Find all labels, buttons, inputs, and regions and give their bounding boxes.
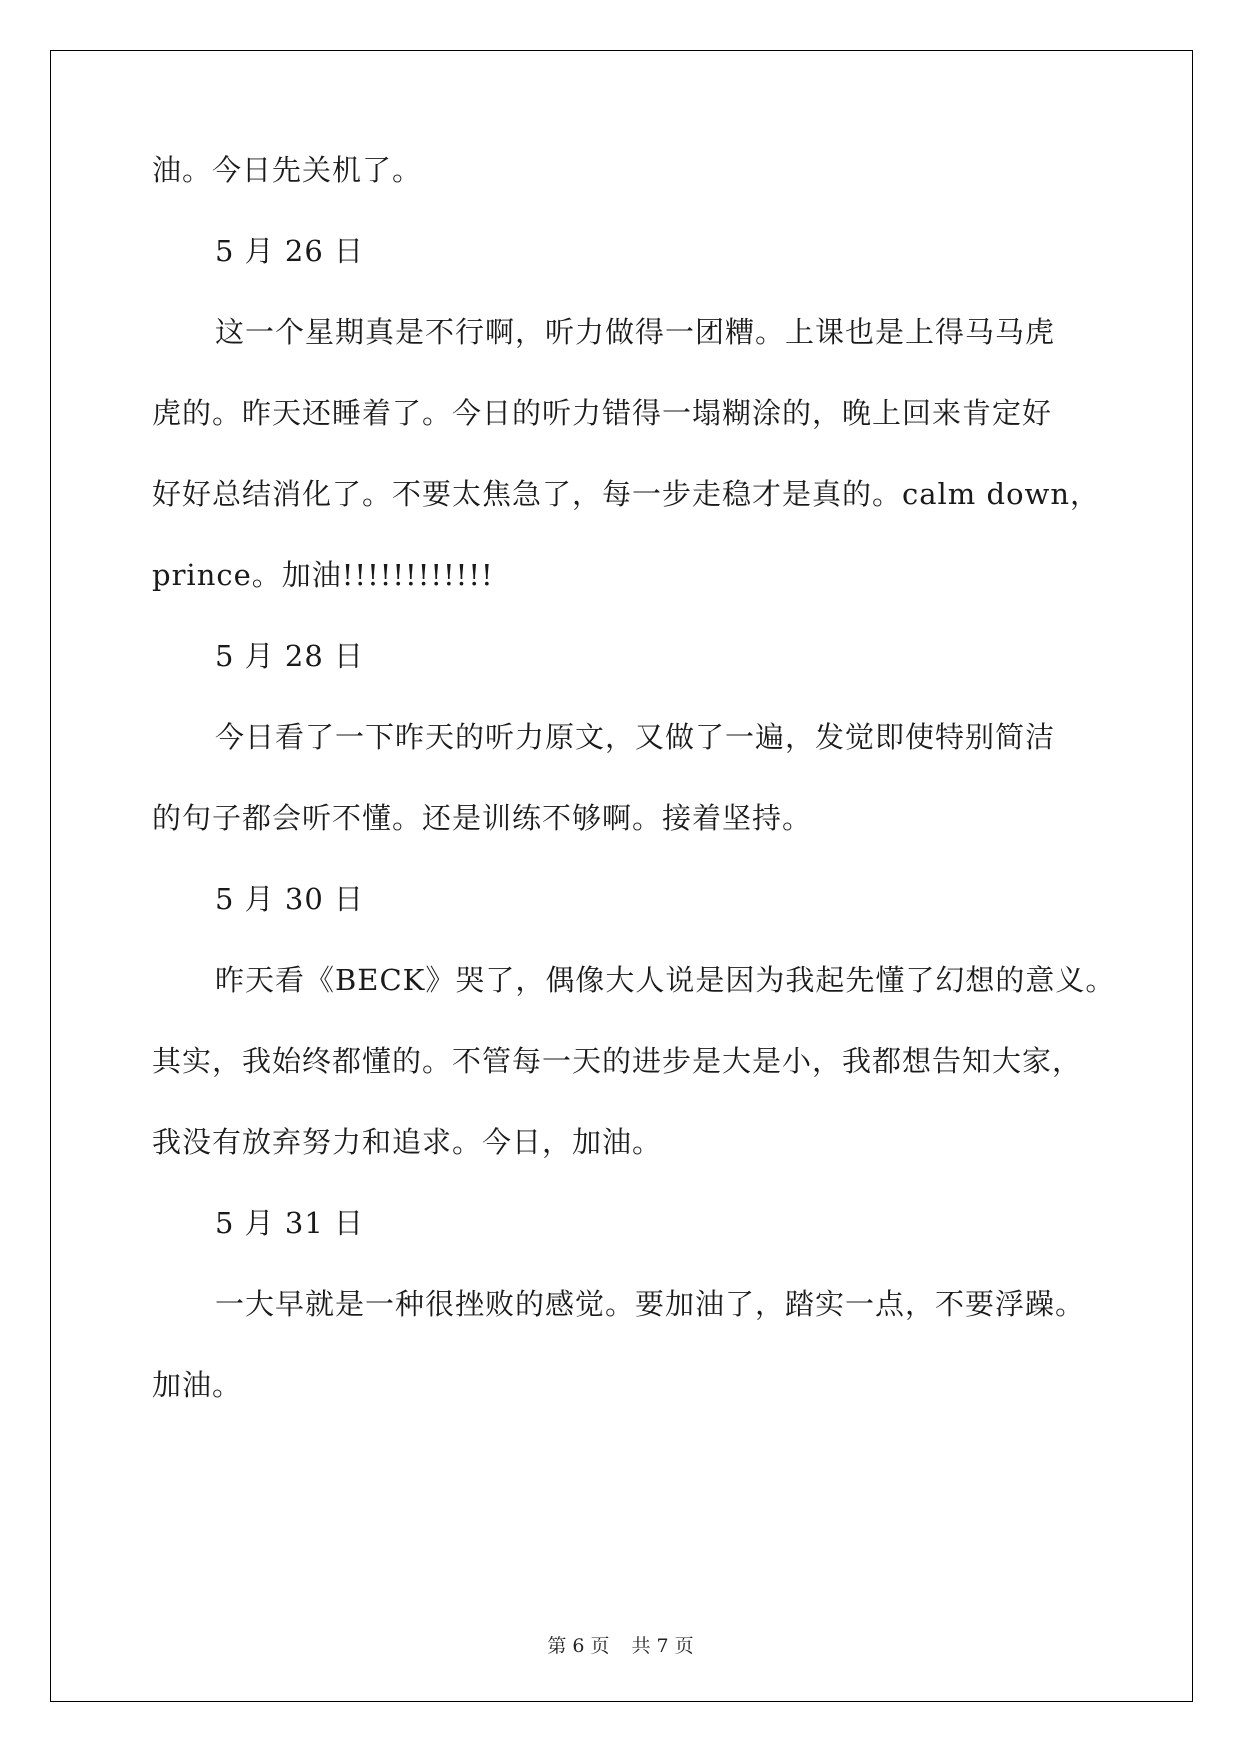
text-line: 其实，我始终都懂的。不管每一天的进步是大是小，我都想告知大家， (152, 1044, 1083, 1078)
date-heading: 5 月 31 日 (215, 1206, 365, 1240)
page-number: 第 6 页 (547, 1635, 610, 1657)
text-line: 的句子都会听不懂。还是训练不够啊。接着坚持。 (152, 801, 813, 835)
text-line: 加油。 (152, 1368, 243, 1402)
date-heading: 5 月 30 日 (215, 882, 365, 916)
text-line: 今日看了一下昨天的听力原文，又做了一遍，发觉即使特别简洁 (215, 720, 1056, 754)
text-line: 虎的。昨天还睡着了。今日的听力错得一塌糊涂的，晚上回来肯定好 (152, 396, 1053, 430)
text-line: 我没有放弃努力和追求。今日，加油。 (152, 1125, 663, 1159)
document-body (152, 150, 1122, 1446)
text-line: 一大早就是一种很挫败的感觉。要加油了，踏实一点，不要浮躁。 (215, 1287, 1086, 1321)
page-total: 共 7 页 (631, 1635, 694, 1657)
date-heading: 5 月 28 日 (215, 639, 365, 673)
text-line: prince。加油!!!!!!!!!!!! (152, 558, 494, 592)
text-line: 油。今日先关机了。 (152, 153, 423, 187)
page-footer (0, 1634, 1241, 1658)
text-line: 昨天看《BECK》哭了，偶像大人说是因为我起先懂了幻想的意义。 (215, 963, 1116, 997)
date-heading: 5 月 26 日 (215, 234, 365, 268)
text-line: 好好总结消化了。不要太焦急了，每一步走稳才是真的。calm down， (152, 477, 1101, 511)
text-line: 这一个星期真是不行啊，听力做得一团糟。上课也是上得马马虎 (215, 315, 1056, 349)
